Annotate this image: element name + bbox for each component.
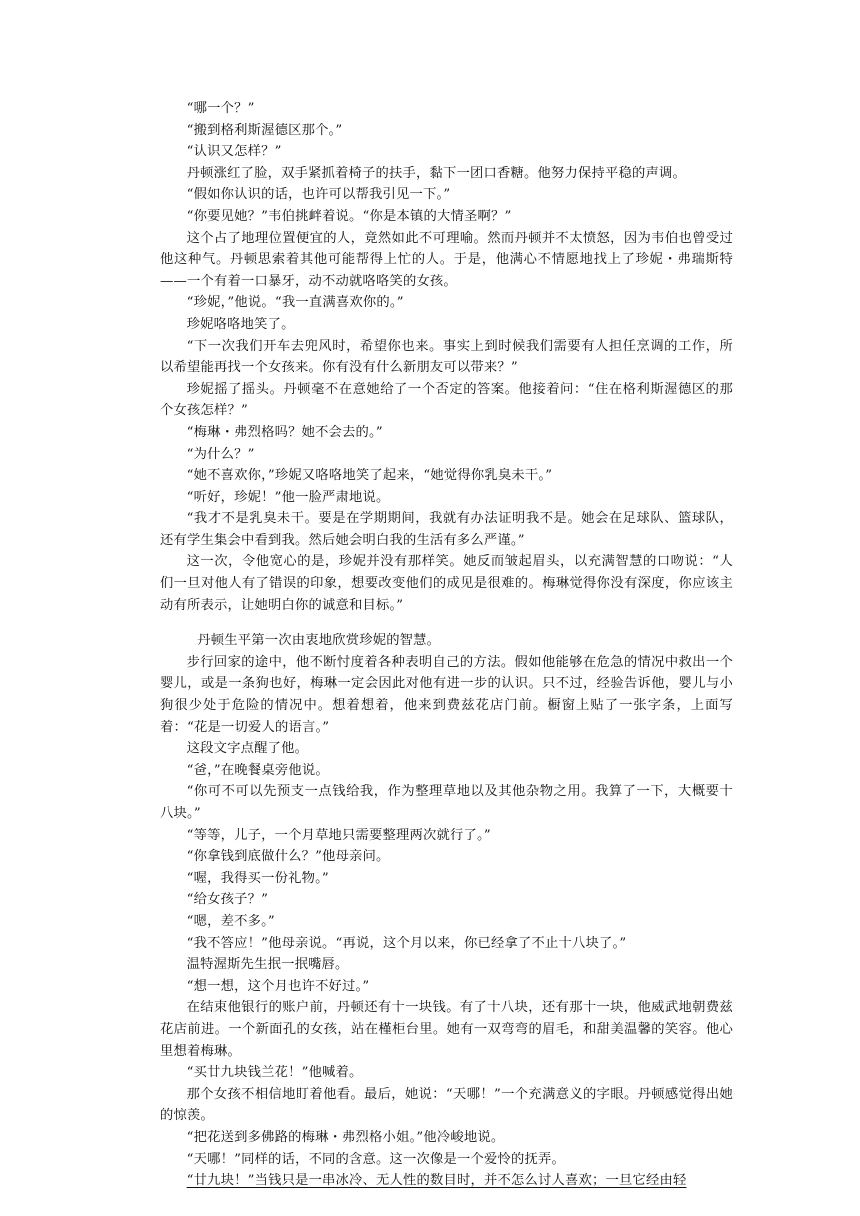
paragraph: 那个女孩不相信地盯着他看。最后，她说：“天哪！”一个充满意义的字眼。丹顿感觉得出她的惊羡。 xyxy=(160,1086,733,1124)
paragraph: “想一想，这个月也许不好过。” xyxy=(186,978,370,994)
paragraph: “你可不可以先预支一点钱给我，作为整理草地以及其他杂物之用。我算了一下，大概要十八块。” xyxy=(160,784,733,821)
document-section-2 xyxy=(160,630,733,1170)
paragraph: “认识又怎样？” xyxy=(186,144,282,160)
paragraph: “为什么？” xyxy=(186,446,255,462)
paragraph: “爸，”在晚餐桌旁他说。 xyxy=(186,762,329,778)
paragraph: “你拿钱到底做什么？”他母亲问。 xyxy=(186,849,390,865)
paragraph: “她不喜欢你，”珍妮又咯咯地笑了起来，“她觉得你乳臭未干。” xyxy=(186,468,553,484)
paragraph: 步行回家的途中，他不断忖度着各种表明自己的方法。假如他能够在危急的情况中救出一个婴儿，或是一条狗也好，梅琳一定会因此对他有进一步的认识。只不过，经验告诉他，婴儿与小狗很少处于危险的情况中。想着想着，他来到费兹花店门前。橱窗上贴了一张字条，上面写着：“花是一切爱人的语言。” xyxy=(160,654,733,735)
paragraph: “天哪！”同样的话，不同的含意。这一次像是一个爱怜的抚弄。 xyxy=(186,1151,566,1167)
paragraph: 丹顿涨红了脸，双手紧抓着椅子的扶手，黏下一团口香糖。他努力保持平稳的声调。 xyxy=(186,165,686,181)
paragraph: 在结束他银行的账户前，丹顿还有十一块钱。有了十八块，还有那十一块，他威武地朝费兹花店前进。一个新面孔的女孩，站在槿柜台里。她有一双弯弯的眉毛，和甜美温馨的笑容。他心里想着梅琳。 xyxy=(160,1000,733,1059)
paragraph: “搬到格利斯渥德区那个。” xyxy=(186,122,343,138)
paragraph: 这一次，令他宽心的是，珍妮并没有那样笑。她反而皱起眉头，以充满智慧的口吻说：“人们一旦对他人有了错误的印象，想要改变他们的成见是很难的。梅琳觉得你没有深度，你应该主动有所表示，让她明白你的诚意和目标。” xyxy=(160,554,733,613)
paragraph: 丹顿生平第一次由衷地欣赏珍妮的智慧。 xyxy=(197,633,441,649)
paragraph: “等等，儿子，一个月草地只需要整理两次就行了。” xyxy=(186,827,491,843)
paragraph: “我才不是乳臭未干。要是在学期期间，我就有办法证明我不是。她会在足球队、篮球队，还有学生集会中看到我。然后她会明白我的生活有多么严谨。” xyxy=(160,511,733,548)
paragraph: “下一次我们开车去兜风时，希望你也来。事实上到时候我们需要有人担任烹调的工作，所以希望能再找一个女孩来。你有没有什么新朋友可以带来？” xyxy=(160,338,733,376)
paragraph: “把花送到多佛路的梅琳・弗烈格小姐。”他冷峻地说。 xyxy=(186,1129,505,1145)
paragraph: “嗯，差不多。” xyxy=(186,913,275,929)
section-break xyxy=(160,616,733,630)
paragraph: 珍妮咯咯地笑了。 xyxy=(186,316,295,332)
paragraph: “你要见她？”韦伯挑衅着说。“你是本镇的大情圣啊？” xyxy=(186,208,512,224)
paragraph: “给女孩子？” xyxy=(186,892,269,908)
paragraph: 这段文字点醒了他。 xyxy=(186,741,309,757)
paragraph: “哪一个？” xyxy=(186,101,255,116)
underlined-passage: “廿九块！”当钱只是一串冰冷、无人性的数目时，并不怎么讨人喜欢；一旦它经由轻 xyxy=(186,1173,687,1189)
paragraph: “听好，珍妮！”他一脸严肃地说。 xyxy=(186,489,390,505)
paragraph: “我不答应！”他母亲说。“再说，这个月以来，你已经拿了不止十八块了。” xyxy=(186,935,627,951)
paragraph: “珍妮，”他说。“我一直满喜欢你的。” xyxy=(186,295,404,311)
paragraph: “假如你认识的话，也许可以帮我引见一下。” xyxy=(186,187,451,203)
paragraph: 珍妮摇了摇头。丹顿毫不在意她给了一个否定的答案。他接着问：“住在格利斯渥德区的那个女孩怎样？” xyxy=(160,381,733,419)
document-page xyxy=(160,98,733,1192)
paragraph: “梅琳・弗烈格吗？她不会去的。” xyxy=(186,424,383,440)
document-section-1 xyxy=(160,98,733,616)
paragraph: 温特渥斯先生抿一抿嘴唇。 xyxy=(186,957,349,973)
paragraph: “买廿九块钱兰花！”他喊着。 xyxy=(186,1065,363,1081)
paragraph: 这个占了地理位置便宜的人，竟然如此不可理喻。然而丹顿并不太愤怒，因为韦伯也曾受过他这种气。丹顿思索着其他可能帮得上忙的人。于是，他满心不情愿地找上了珍妮・弗瑞斯特——一个有着一口暴牙，动不动就咯咯笑的女孩。 xyxy=(160,230,733,289)
paragraph: “喔，我得买一份礼物。” xyxy=(186,870,329,886)
